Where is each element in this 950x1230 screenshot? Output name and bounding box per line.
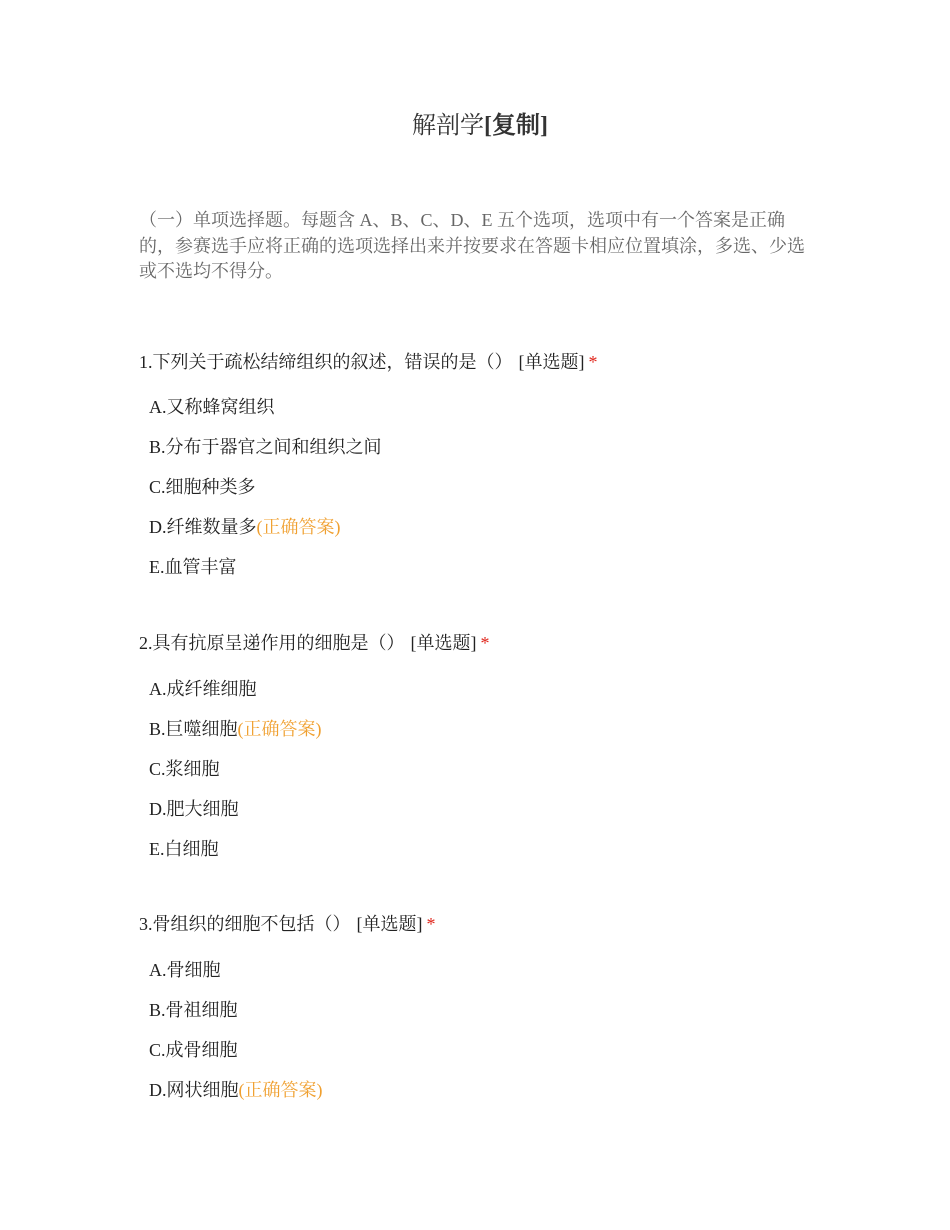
option-text: D.网状细胞 <box>149 1080 239 1100</box>
question-type: [单选题] <box>356 914 423 934</box>
option-text: B.巨噬细胞 <box>149 719 238 739</box>
option-e <box>149 555 237 579</box>
option-text: D.肥大细胞 <box>149 799 239 819</box>
question-text: 1.下列关于疏松结缔组织的叙述，错误的是（） <box>139 352 513 372</box>
required-marker: * <box>426 914 436 934</box>
correct-answer-label: (正确答案) <box>238 1080 323 1100</box>
title-main: 解剖学 <box>412 113 484 139</box>
option-d <box>149 1078 323 1102</box>
option-b <box>149 717 322 741</box>
option-text: B.骨祖细胞 <box>149 1000 238 1020</box>
option-b <box>149 998 238 1022</box>
option-text: C.细胞种类多 <box>149 477 256 497</box>
title-suffix: [复制] <box>484 113 548 139</box>
option-d <box>149 515 341 539</box>
option-text: A.又称蜂窝组织 <box>149 397 275 417</box>
option-a <box>149 395 275 419</box>
option-text: C.浆细胞 <box>149 759 220 779</box>
section-instructions: （一）单项选择题。每题含 A、B、C、D、E 五个选项，选项中有一个答案是正确的，参赛选手应将正确的选项选择出来并按要求在答题卡相应位置填涂，多选、少选或不选均不得分。 <box>139 210 805 281</box>
option-text: E.白细胞 <box>149 839 219 859</box>
question-stem <box>139 631 839 655</box>
option-e <box>149 837 219 861</box>
option-c <box>149 757 220 781</box>
question-type: [单选题] <box>518 352 585 372</box>
question-2 <box>139 631 839 859</box>
option-text: E.血管丰富 <box>149 557 237 577</box>
option-text: C.成骨细胞 <box>149 1040 238 1060</box>
option-a <box>149 677 257 701</box>
question-stem <box>139 350 839 374</box>
question-type: [单选题] <box>410 633 477 653</box>
question-3 <box>139 912 839 1100</box>
option-text: A.骨细胞 <box>149 960 221 980</box>
required-marker: * <box>480 633 490 653</box>
option-b <box>149 435 382 459</box>
question-1 <box>139 350 839 577</box>
option-text: B.分布于器官之间和组织之间 <box>149 437 382 457</box>
question-text: 3.骨组织的细胞不包括（） <box>139 914 351 934</box>
question-stem <box>139 912 839 936</box>
required-marker: * <box>588 352 598 372</box>
correct-answer-label: (正确答案) <box>237 719 322 739</box>
option-text: A.成纤维细胞 <box>149 679 257 699</box>
correct-answer-label: (正确答案) <box>256 517 341 537</box>
option-c <box>149 1038 238 1062</box>
option-text: D.纤维数量多 <box>149 517 257 537</box>
page-title <box>0 108 950 144</box>
option-a <box>149 958 221 982</box>
option-c <box>149 475 256 499</box>
question-text: 2.具有抗原呈递作用的细胞是（） <box>139 633 405 653</box>
option-d <box>149 797 239 821</box>
